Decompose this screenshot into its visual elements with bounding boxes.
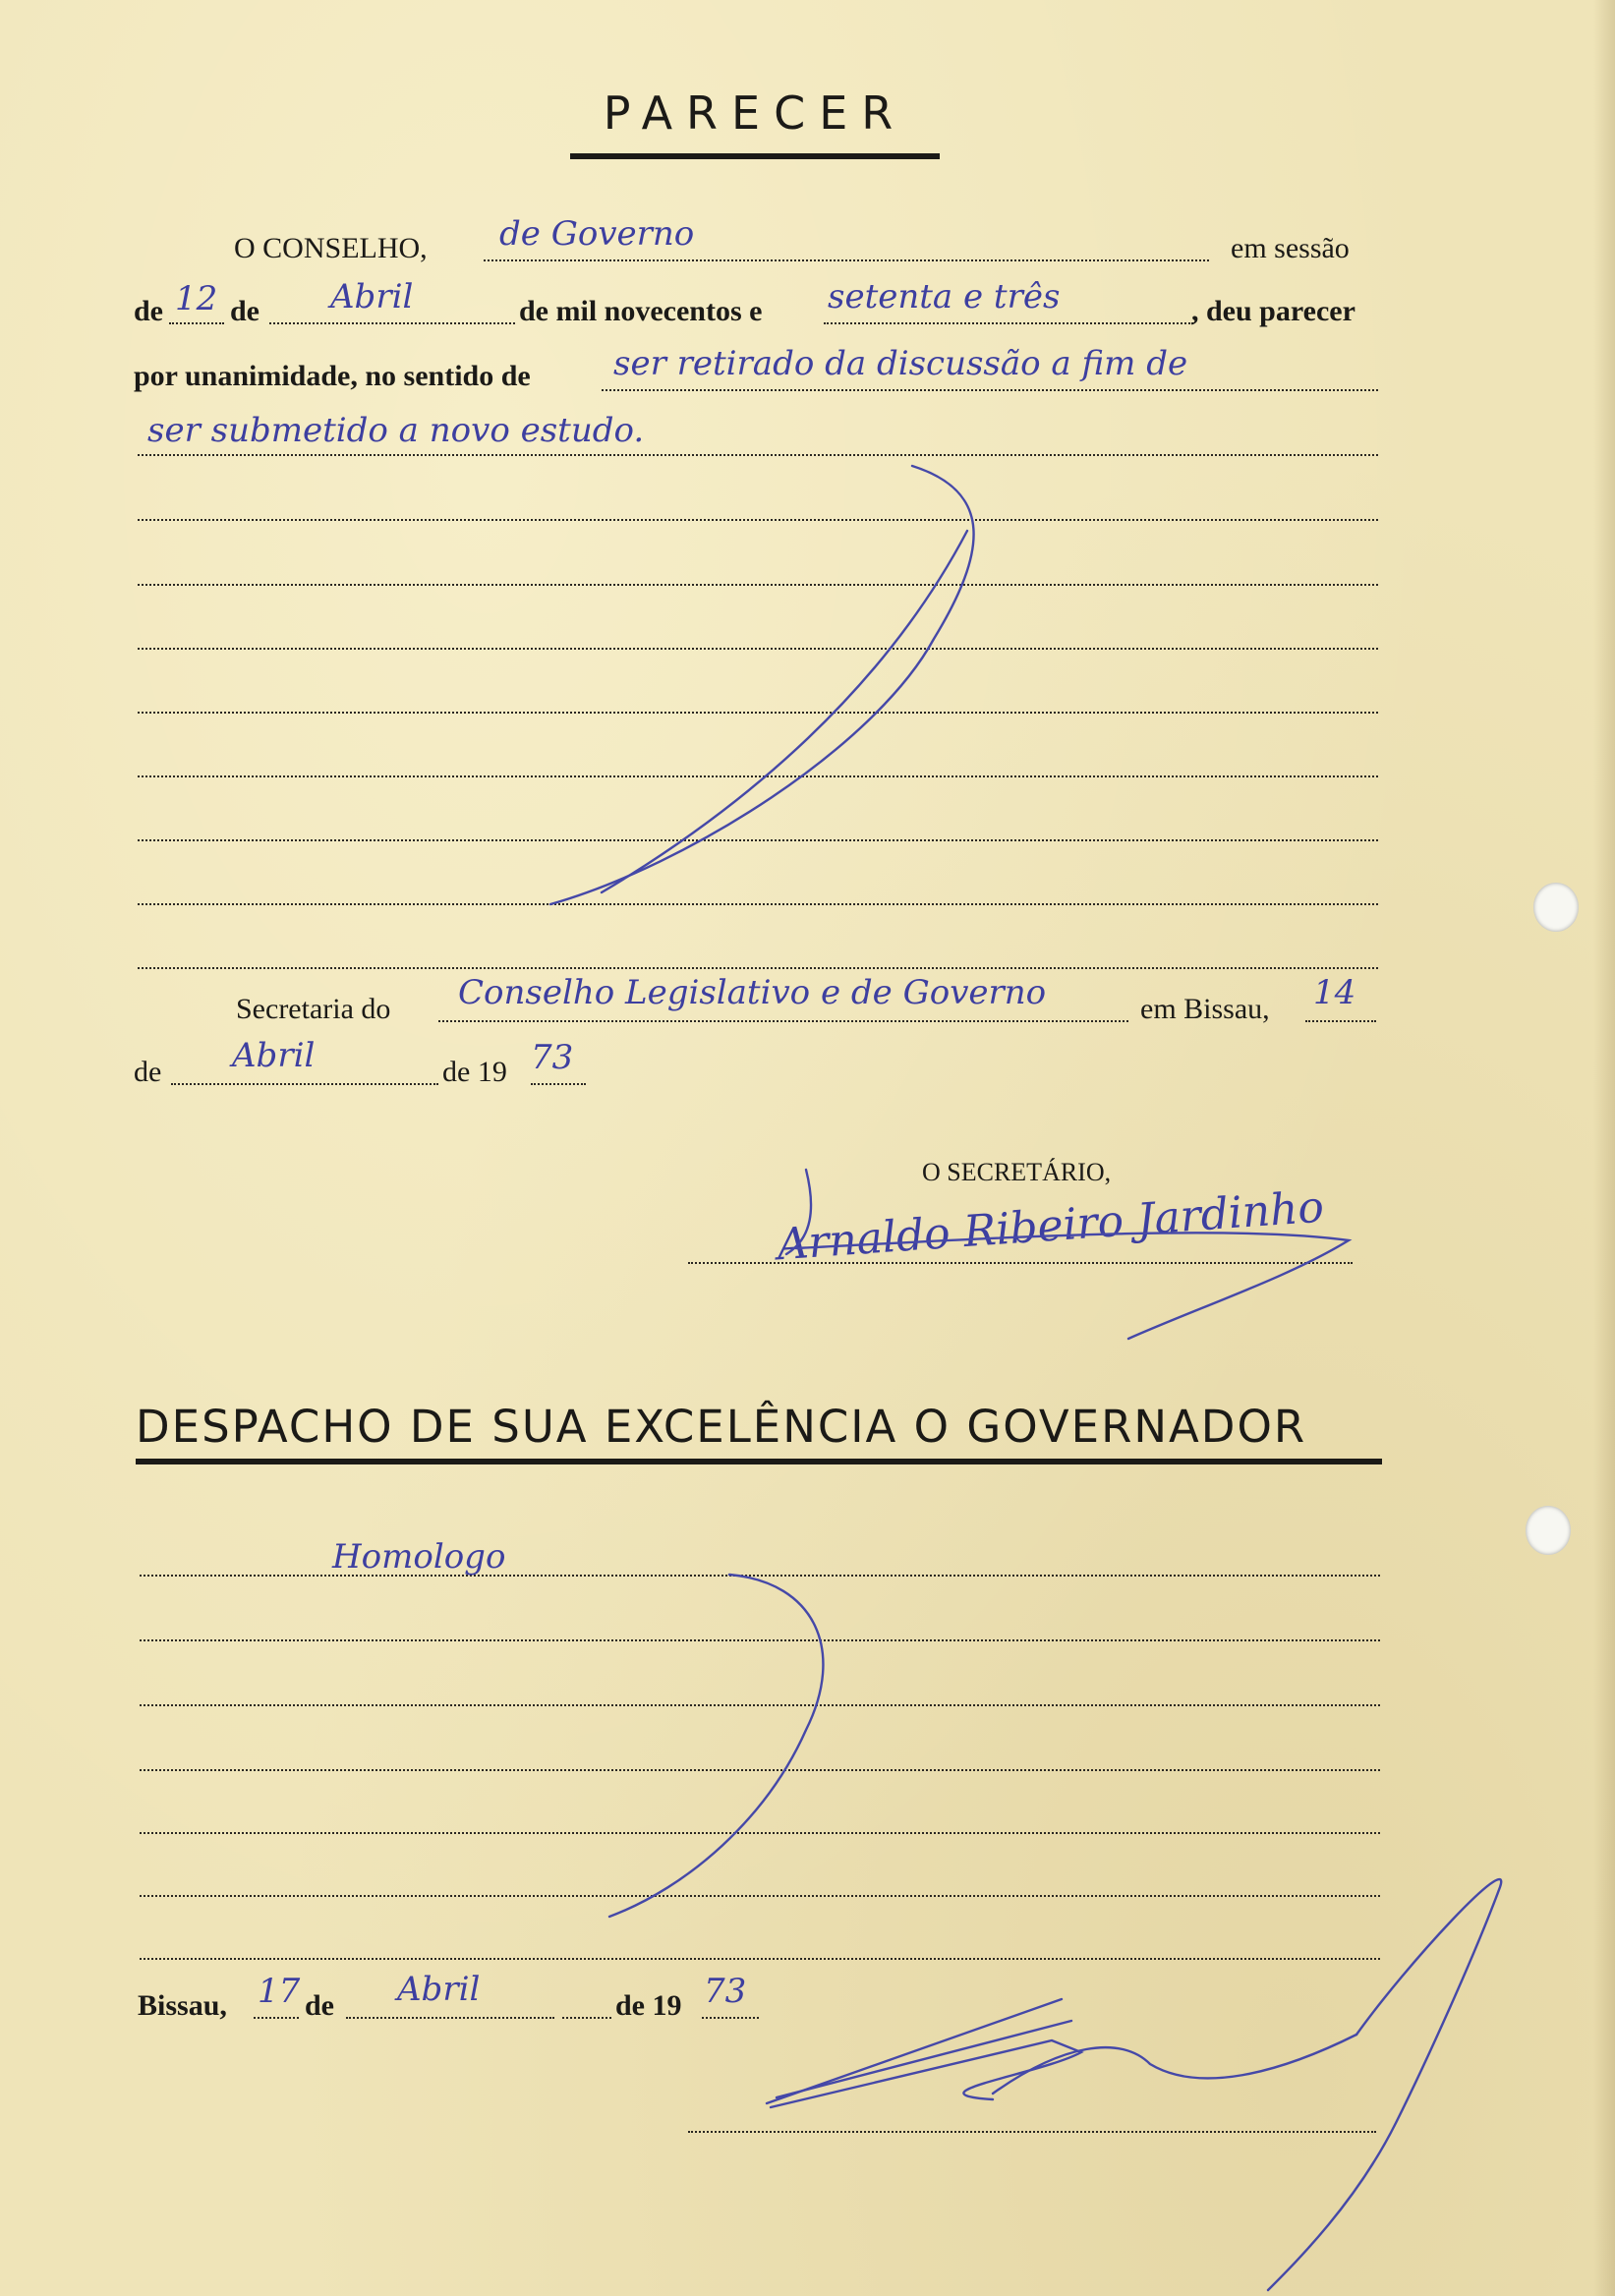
secretary-signature-stroke [786,1170,811,1254]
parecer-title: PARECER [603,86,907,140]
governor-signature-hatch-2 [777,2021,1071,2097]
em-bissau-label: em Bissau, [1140,993,1270,1025]
secretaria-year-handwriting: 73 [531,1038,574,1077]
de-label-2: de [230,295,260,327]
council-handwriting: Conselho Legislativo e de Governo [458,973,1047,1012]
day-handwriting: 12 [175,279,218,318]
unanimidade-label: por unanimidade, no sentido de [134,360,531,392]
despacho-de19-label: de 19 [615,1989,682,2022]
de-label: de [134,295,163,327]
secretaria-de19-label: de 19 [442,1056,507,1088]
despacho-year-handwriting: 73 [704,1972,747,2011]
decision-handwriting-2: ser submetido a novo estudo. [147,411,645,450]
mil-novecentos-label: de mil novecentos e [519,295,763,327]
secretaria-month-handwriting: Abril [232,1036,316,1075]
despacho-month-handwriting: Abril [397,1970,481,2009]
despacho-pen-slash [609,1575,823,1917]
em-sessao-label: em sessão [1231,232,1350,264]
secretaria-de-label: de [134,1056,162,1088]
parecer-pen-slash [550,466,974,904]
secretario-signature: Arnaldo Ribeiro Jardinho [775,1181,1326,1271]
parecer-pen-slash-2 [602,531,967,892]
bissau-label: Bissau, [138,1989,227,2022]
despacho-decision-handwriting: Homologo [332,1537,506,1577]
secretaria-label: Secretaria do [236,993,391,1025]
secretario-label: O SECRETÁRIO, [922,1158,1112,1186]
decision-handwriting-1: ser retirado da discussão a fim de [613,344,1188,383]
deu-parecer-label: , deu parecer [1191,295,1355,327]
conselho-label: O CONSELHO, [234,232,428,264]
conselho-handwriting: de Governo [499,214,695,254]
despacho-de-label: de [305,1989,334,2022]
despacho-day-handwriting: 17 [258,1972,301,2011]
secretaria-day-handwriting: 14 [1313,973,1356,1012]
month-handwriting: Abril [330,277,414,316]
year-handwriting: setenta e três [828,277,1061,316]
secretary-signature-flourish [796,1233,1349,1339]
despacho-heading: DESPACHO DE SUA EXCELÊNCIA O GOVERNADOR [136,1401,1307,1453]
governor-signature-hatch-3 [771,2040,1081,2107]
governor-signature-tail [1268,1879,1501,2290]
